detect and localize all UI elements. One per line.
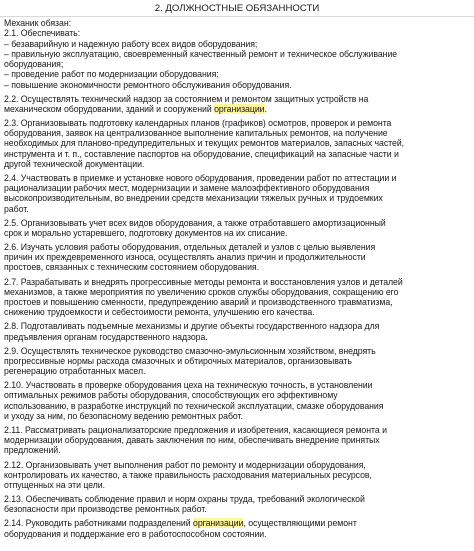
paragraph-2-2 — [4, 94, 474, 115]
text-line: необходимых для планово-предупредительных и текущих ремонтов материалов, запасных частей, — [4, 138, 405, 149]
text-line: 2.2. Осуществлять технический надзор за состоянием и ремонтом защитных устройств на — [4, 93, 369, 104]
text-line: – правильную эксплуатацию, своевременный качественный ремонт и техническое обслуживание — [4, 48, 398, 59]
highlighted-term: организации — [214, 103, 265, 114]
text-line: 2.1. Обеспечивать: — [4, 28, 81, 39]
text-line: высокопроизводительным, во внедрении средств механизации тяжелых ручных и трудоемких — [4, 193, 383, 204]
text-line: рационализации рабочих мест, модернизации и замене малоэффективного оборудования — [4, 183, 370, 194]
paragraph-2-7 — [4, 277, 474, 318]
text-line: регенерацию отработанных масел. — [4, 366, 146, 377]
text-line: снижению трудоемкости и себестоимости ремонта, улучшению его качества. — [4, 307, 315, 318]
text-line: другой технической документации. — [4, 158, 145, 169]
highlighted-term: организации — [193, 518, 244, 529]
text-line: безопасности при производстве ремонтных работ. — [4, 504, 207, 515]
text-line: – безаварийную и надежную работу всех видов оборудования; — [4, 38, 258, 49]
text-line: 2.5. Организовывать учет всех видов оборудования, а также отработавшего амортизационный — [4, 217, 386, 228]
page-title: 2. ДОЛЖНОСТНЫЕ ОБЯЗАННОСТИ — [0, 2, 474, 17]
paragraph-2-10 — [4, 380, 474, 421]
text-line: оборудования, заявок на централизованное выполнение капитальных ремонтов, на получение — [4, 128, 388, 139]
text-line: 2.11. Рассматривать рационализаторские предложения и изобретения, касающиеся ремонта и — [4, 424, 387, 435]
text-line: – повышение экономичности ремонтного обслуживания оборудования. — [4, 79, 292, 90]
paragraph-2-11 — [4, 425, 474, 456]
text-line: причин их преждевременного износа, осуществлять анализ причин и продолжительности — [4, 252, 366, 263]
paragraph-intro — [4, 18, 474, 90]
text-line: – проведение работ по модернизации оборудования; — [4, 69, 219, 80]
text-line: 2.13. Обеспечивать соблюдение правил и норм охраны труда, требований экологической — [4, 494, 365, 505]
text-line: оптимальных режимов работы оборудования, способствующих его эффективному — [4, 390, 338, 401]
text-line: Механик обязан: — [4, 18, 71, 28]
paragraph-2-3 — [4, 118, 474, 169]
document-body — [0, 18, 474, 539]
text-line: 2.14. Руководить работниками подразделений организации, осуществляющими ремонт — [4, 518, 357, 529]
text-line: отпущенных на эти цели. — [4, 480, 106, 491]
text-line: срок и морально устаревшего, подготовку документов на их списание. — [4, 227, 288, 238]
text-line: простоев, связанных с техническим состоянием оборудования. — [4, 262, 259, 273]
text-line: 2.7. Разрабатывать и внедрять прогрессивные методы ремонта и восстановления узлов и деталей — [4, 276, 403, 287]
text-line: 2.8. Подготавливать подъемные механизмы и другие объекты государственного надзора для — [4, 321, 380, 332]
paragraph-2-13 — [4, 494, 474, 515]
text-line: 2.9. Осуществлять техническое руководство смазочно-эмульсионным хозяйством, внедрять — [4, 345, 376, 356]
text-line: 2.6. Изучать условия работы оборудования, отдельных деталей и узлов с целью выявления — [4, 241, 376, 252]
text-line: 2.10. Участвовать в проверке оборудования цеха на техническую точность, в установлении — [4, 380, 373, 391]
text-line: 2.4. Участвовать в приемке и установке нового оборудования, проведении работ по аттестации и — [4, 172, 397, 183]
text-line: использованию, в разработке инструкций по технической эксплуатации, смазке оборудования — [4, 400, 384, 411]
text-line: предъявления органам государственного надзора. — [4, 331, 208, 342]
paragraph-2-5 — [4, 218, 474, 239]
text-line: предложений. — [4, 445, 61, 456]
paragraph-2-6 — [4, 242, 474, 273]
text-line: оборудования и поддержание его в работоспособном состоянии. — [4, 528, 267, 539]
paragraph-2-4 — [4, 173, 474, 214]
text-line: и уходу за ним, по безопасному ведению ремонтных работ. — [4, 410, 243, 421]
text-line: 2.3. Организовывать подготовку календарных планов (графиков) осмотров, проверок и ремонта — [4, 117, 392, 128]
text-line: инструмента и т. п., составление паспортов на оборудование, спецификаций на запасные части и — [4, 148, 399, 159]
paragraph-2-9 — [4, 346, 474, 377]
text-line: механическом оборудовании, зданий и сооружений организации. — [4, 103, 267, 114]
text-line: оборудования; — [4, 59, 64, 69]
text-line: прогрессивные нормы расхода смазочных и обтирочных материалов, организовывать — [4, 355, 352, 366]
paragraph-2-12 — [4, 460, 474, 491]
text-line: механизмов, а также мероприятия по увеличению сроков службы оборудования, сокращению его — [4, 286, 399, 297]
paragraph-2-8 — [4, 321, 474, 342]
text-line: простоев и повышению сменности, предупреждению аварий и производственного травматизма, — [4, 297, 393, 308]
text-line: 2.12. Организовывать учет выполнения работ по ремонту и модернизации оборудования, — [4, 459, 366, 470]
paragraph-2-14 — [4, 518, 474, 539]
text-line: контролировать их качество, а также правильность расходования материальных ресурсов, — [4, 469, 372, 480]
text-line: модернизации оборудования, давать заключения по ним, обеспечивать внедрение принятых — [4, 435, 380, 446]
text-line: работ. — [4, 203, 29, 214]
